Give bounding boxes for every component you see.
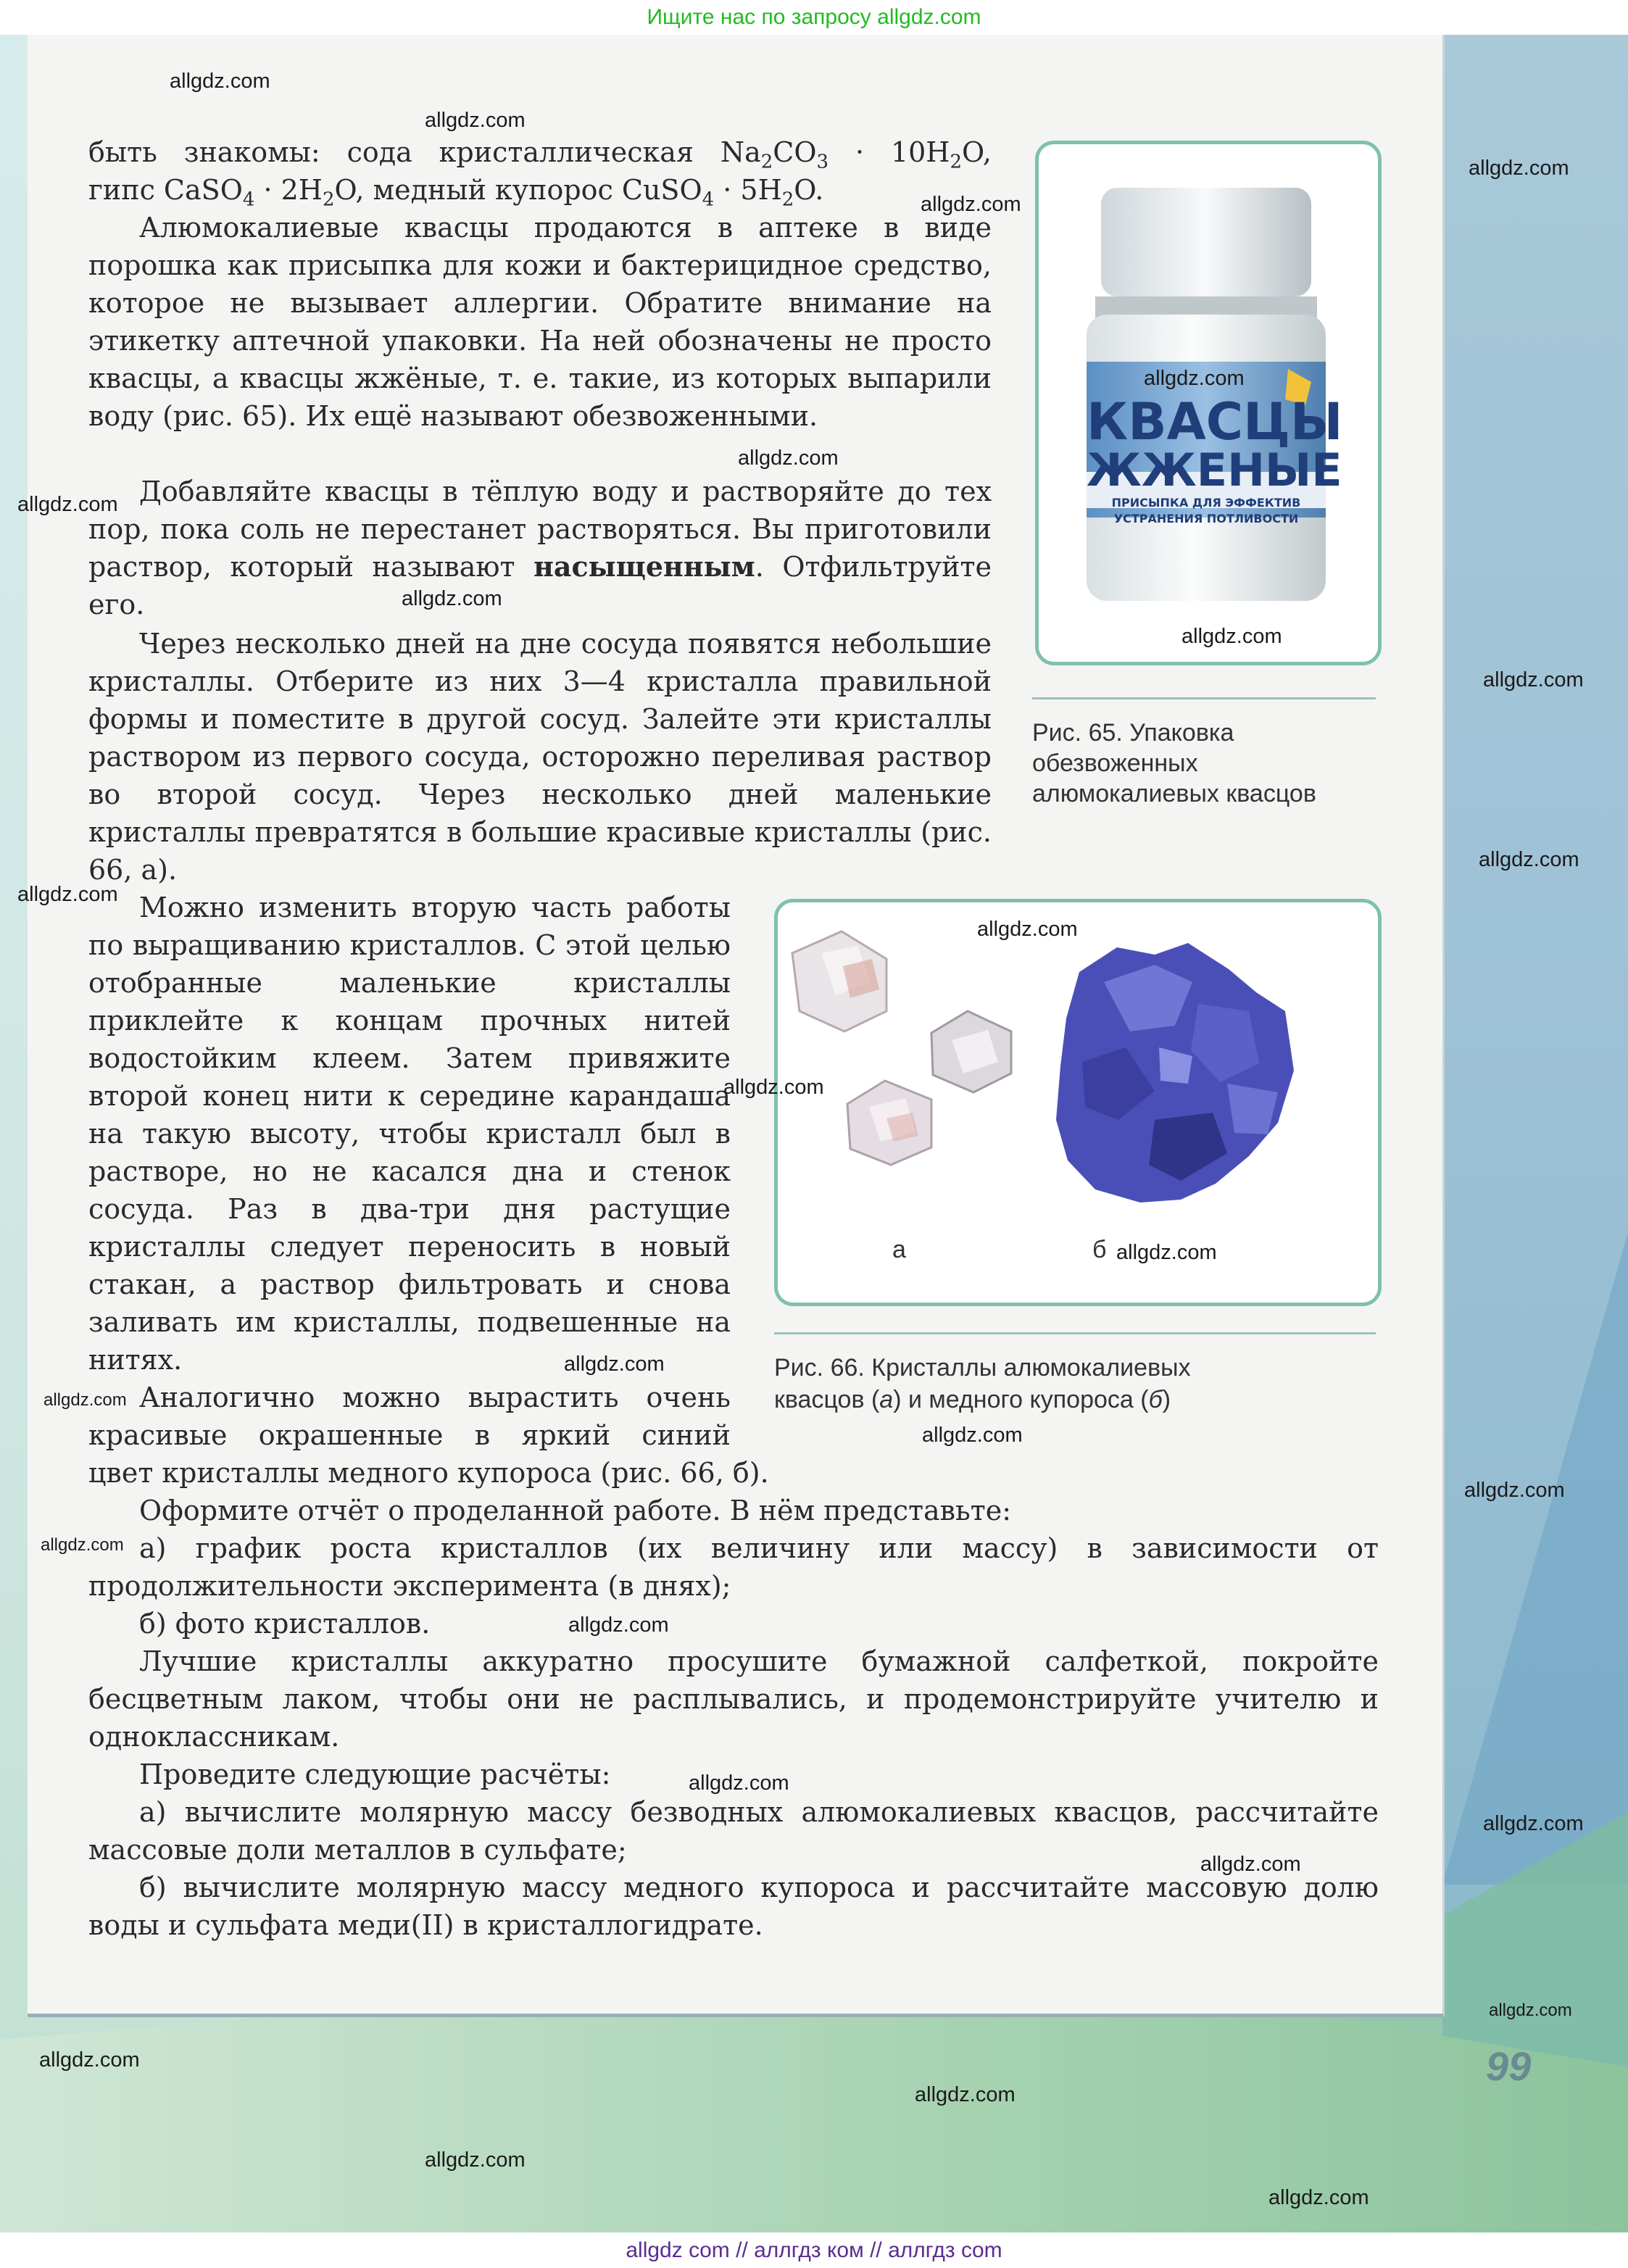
text-line: быть знакомы: сода кристаллическая $Na_2CO_3 \cdot 10H_2O$, (88, 136, 992, 173)
figure-66-caption-line: квасцов (а) и медного купороса (б) (774, 1386, 1171, 1413)
watermark[interactable]: allgdz.com (39, 2048, 140, 2072)
paragraph: Лучшие кристаллы аккуратно просушите бумажной салфеткой, покройте бесцветным лаком, чтобы они не расплывались, и продемонстрируйте учителю и одноклассникам. (88, 1645, 1379, 1753)
page-number: 99 (1486, 2043, 1532, 2089)
copper-sulfate-crystals (1056, 943, 1294, 1202)
watermark[interactable]: allgdz.com (1200, 1853, 1301, 1876)
paragraph: Аналогично можно вырастить очень красивые окрашенные в яркий синий (88, 1382, 731, 1451)
figure-65-frame (1035, 141, 1382, 665)
watermark[interactable]: allgdz.com (41, 1535, 124, 1555)
watermark[interactable]: allgdz.com (1181, 625, 1282, 648)
watermark[interactable]: allgdz.com (723, 1076, 824, 1099)
watermark[interactable]: allgdz.com (1489, 2001, 1572, 2020)
watermark[interactable]: allgdz.com (915, 2083, 1016, 2106)
paragraph: Через несколько дней на дне сосуда появятся небольшие кристаллы. Отберите из них 3—4 кристалла правильной формы и поместите в другой сосуд. Залейте эти кристаллы раствором из первого сосуда, осторожно переливая раствор во второй сосуд. Через несколько дней маленькие кристаллы превратятся в большие красивые кристаллы (рис. 66, а). (88, 628, 992, 886)
watermark[interactable]: allgdz.com (1479, 848, 1579, 871)
watermark[interactable]: allgdz.com (425, 109, 526, 132)
watermark[interactable]: allgdz.com (1464, 1479, 1565, 1502)
watermark[interactable]: allgdz.com (568, 1613, 669, 1637)
watermark[interactable]: allgdz.com (1483, 668, 1584, 691)
watermark[interactable]: allgdz.com (425, 2148, 526, 2172)
watermark[interactable]: allgdz.com (738, 446, 839, 470)
watermark[interactable]: allgdz.com (1116, 1241, 1217, 1264)
watermark[interactable]: allgdz.com (17, 493, 118, 516)
watermark[interactable]: allgdz.com (1144, 367, 1245, 390)
watermark[interactable]: allgdz.com (689, 1771, 789, 1795)
watermark[interactable]: allgdz.com (564, 1353, 665, 1376)
watermark[interactable]: allgdz.com (922, 1424, 1023, 1447)
paragraph: Проведите следующие расчёты: (139, 1758, 611, 1790)
paragraph: Добавляйте квасцы в тёплую воду и растворяйте до тех пор, пока соль не перестанет растворяться. Вы приготовили раствор, который называют насыщенным. Отфильтруйте его. (88, 475, 992, 620)
top-banner[interactable]: Ищите нас по запросу allgdz.com (647, 5, 981, 29)
paragraph: б) вычислите молярную массу медного купороса и рассчитайте массовую долю воды и сульфата меди(II) в кристаллогидрате. (88, 1872, 1379, 1941)
jar-label-line1: КВАСЦЫ (1087, 392, 1343, 452)
paragraph: Можно изменить вторую часть работы по выращиванию кристаллов. С этой целью отобранные маленькие кристаллы приклейте к концам прочных нитей водостойким клеем. Затем привяжите второй конец нити к середине карандаша на такую высоту, чтобы кристалл был в растворе, но не касался дна и стенок сосуда. Раз в два-три дня растущие кристаллы следует переносить в новый стакан, а раствор фильтровать и снова заливать им кристаллы, подвешенные на нитях. (88, 892, 731, 1376)
text-line: гипс CaSO$_4$ · $2H_2O$, медный купорос CuSO$_4$ · $5H_2O$. (88, 174, 824, 211)
bottom-banner[interactable]: allgdz com // аллгдз ком // аллгдз com (0, 2232, 1628, 2268)
crystals-image (778, 902, 1378, 1303)
paragraph: а) график роста кристаллов (их величину или массу) в зависимости от продолжительности эксперимента (в днях); (88, 1532, 1379, 1602)
figure-65-caption-line: обезвоженных (1032, 749, 1198, 777)
paragraph: Оформите отчёт о проделанной работе. В нём представьте: (139, 1495, 1012, 1526)
watermark[interactable]: allgdz.com (17, 883, 118, 906)
watermark[interactable]: allgdz.com (921, 193, 1021, 216)
figure-65-caption-line: Рис. 65. Упаковка (1032, 719, 1234, 747)
figure-65-caption-line: алюмокалиевых квасцов (1032, 780, 1316, 807)
watermark[interactable]: allgdz.com (43, 1390, 127, 1410)
paragraph: Алюмокалиевые квасцы продаются в аптеке в виде порошка как присыпка для кожи и бактерицидное средство, которое не вызывает аллергии. Обратите внимание на этикетку аптечной упаковки. На ней обозначены не просто квасцы, а квасцы жжёные, т. е. такие, из которых выпарили воду (рис. 65). Их ещё называют обезвоженными. (88, 212, 992, 432)
text-line: цвет кристаллы медного купороса (рис. 66, б). (88, 1457, 769, 1489)
figure-66-label-b: б (1092, 1236, 1107, 1263)
paragraph: а) вычислите молярную массу безводных алюмокалиевых квасцов, рассчитайте массовые доли металлов в сульфате; (88, 1796, 1379, 1866)
jar-sublabel-2: УСТРАНЕНИЯ ПОТЛИВОСТИ (1113, 512, 1299, 526)
watermark[interactable]: allgdz.com (977, 918, 1078, 941)
watermark[interactable]: allgdz.com (170, 70, 270, 93)
figure-66-caption-line: Рис. 66. Кристаллы алюмокалиевых (774, 1354, 1191, 1382)
figure-66-frame (774, 899, 1382, 1306)
watermark[interactable]: allgdz.com (1483, 1812, 1584, 1835)
watermark[interactable]: allgdz.com (1268, 2186, 1369, 2209)
watermark[interactable]: allgdz.com (1469, 157, 1569, 180)
caption-rule (774, 1332, 1376, 1334)
figure-66-label-a: а (892, 1236, 906, 1263)
paragraph: б) фото кристаллов. (139, 1608, 431, 1640)
caption-rule (1032, 697, 1376, 699)
watermark[interactable]: allgdz.com (402, 587, 502, 610)
jar-label-line2: ЖЖЕНЫЕ (1087, 444, 1342, 497)
jar-sublabel-1: ПРИСЫПКА ДЛЯ ЭФФЕКТИВ (1111, 496, 1301, 510)
alum-crystals (792, 931, 1011, 1165)
